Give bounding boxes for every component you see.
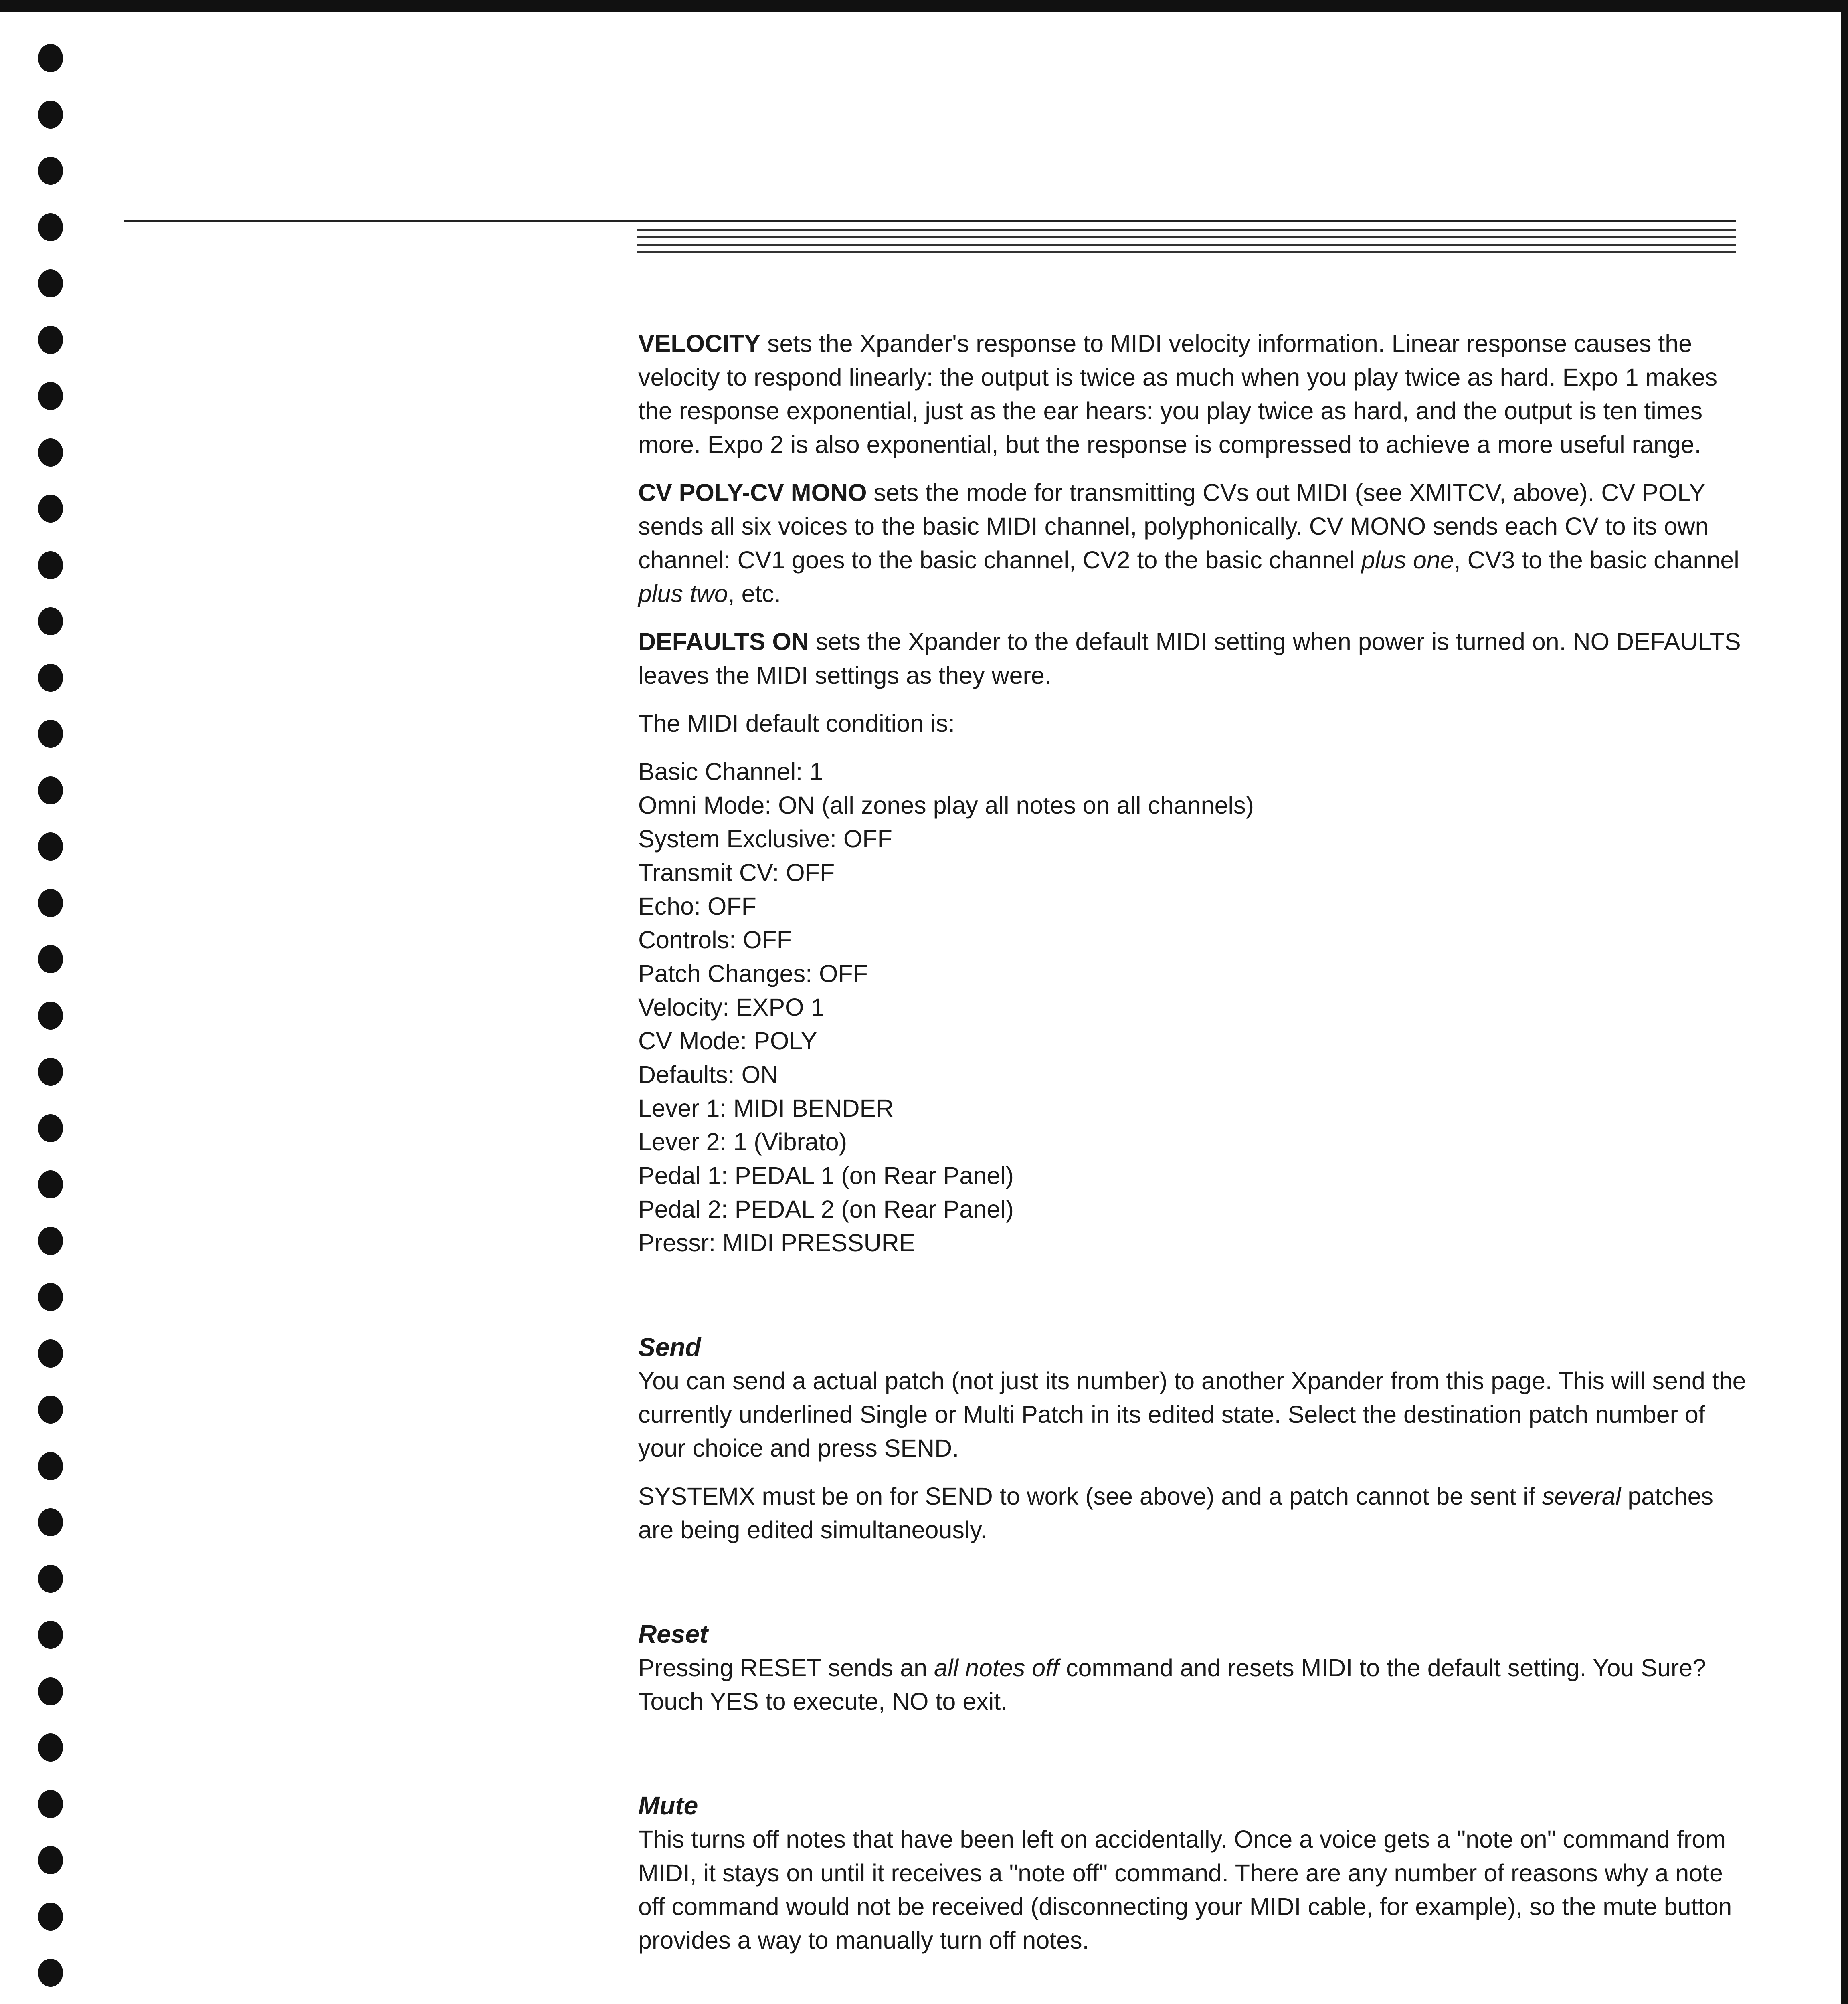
binder-hole (38, 720, 63, 748)
cv-mode-term: CV POLY-CV MONO (638, 479, 867, 506)
binder-hole (38, 945, 63, 973)
reset-text-b: command and resets MIDI to the default setting. You Sure? Touch YES to execute, NO to exit. (638, 1654, 1706, 1715)
default-setting-item: Defaults: ON (638, 1061, 778, 1088)
binder-hole (38, 1114, 63, 1142)
binder-hole (38, 889, 63, 917)
binder-hole (38, 776, 63, 804)
default-setting-item: Lever 1: MIDI BENDER (638, 1095, 894, 1122)
cv-mode-text-c: , etc. (728, 580, 781, 607)
send-paragraph-2 (638, 1479, 1749, 1547)
binder-hole (38, 1565, 63, 1593)
binder-hole (38, 832, 63, 861)
binder-hole (38, 1002, 63, 1030)
default-setting-item: Patch Changes: OFF (638, 960, 868, 987)
binder-hole (38, 213, 63, 241)
page-content (638, 327, 1749, 2004)
binder-hole (38, 495, 63, 523)
cv-mode-text-b: , CV3 to the basic channel (1454, 546, 1739, 574)
reset-text-a: Pressing RESET sends an (638, 1654, 934, 1681)
defaults-term: DEFAULTS ON (638, 628, 809, 655)
binder-hole (38, 1903, 63, 1931)
binder-hole (38, 551, 63, 579)
default-setting-item: Pressr: MIDI PRESSURE (638, 1229, 916, 1257)
default-setting-item: Transmit CV: OFF (638, 859, 835, 886)
mute-heading: Mute (638, 1791, 698, 1820)
velocity-paragraph (638, 327, 1749, 461)
binder-hole (38, 607, 63, 635)
default-setting-item: Lever 2: 1 (Vibrato) (638, 1128, 847, 1156)
binder-hole (38, 1227, 63, 1255)
scan-top-edge (0, 0, 1848, 12)
default-setting-item: Controls: OFF (638, 926, 792, 954)
binder-hole (38, 1959, 63, 1987)
send-paragraph-1: You can send a actual patch (not just its number) to another Xpander from this page. This will send the currently underlined Single or Multi Patch in its edited state. Select the destination patch number of your choice and press SEND. (638, 1367, 1746, 1462)
binder-hole (38, 1733, 63, 1762)
binder-hole (38, 326, 63, 354)
header-rule (124, 220, 1736, 222)
default-intro: The MIDI default condition is: (638, 710, 955, 737)
binder-hole (38, 1790, 63, 1818)
binder-hole (38, 44, 63, 72)
binder-hole (38, 664, 63, 692)
binder-hole (38, 1846, 63, 1874)
binder-hole (38, 1677, 63, 1705)
velocity-text: sets the Xpander's response to MIDI velocity information. Linear response causes the velocity to respond linearly: the output is twice as much when you play twice as hard. Expo 1 makes the response exponential, just as the ear hears: you play twice as hard, and the output is ten times more. Expo 2 is also exponential, but the response is compressed to achieve a more useful range. (638, 330, 1718, 458)
binder-hole (38, 1508, 63, 1536)
binder-hole (38, 1621, 63, 1649)
defaults-text: sets the Xpander to the default MIDI setting when power is turned on. NO DEFAULTS leaves the MIDI settings as they were. (638, 628, 1741, 689)
binder-hole (38, 438, 63, 467)
default-setting-item: Pedal 2: PEDAL 2 (on Rear Panel) (638, 1196, 1014, 1223)
binder-hole (38, 101, 63, 129)
cv-mode-paragraph (638, 476, 1749, 610)
header-bars (637, 229, 1736, 258)
cv-mode-italic-b: plus two (638, 580, 728, 607)
default-setting-item: CV Mode: POLY (638, 1027, 817, 1055)
send-text-b: patches are being edited simultaneously. (638, 1483, 1714, 1543)
cv-mode-text-a: sets the mode for transmitting CVs out MIDI (see XMITCV, above). CV POLY sends all six voices to the basic MIDI channel, polyphonically. CV MONO sends each CV to its own channel: CV1 goes to the basic channel, CV2 to the basic channel (638, 479, 1709, 574)
binder-hole (38, 1283, 63, 1311)
binder-hole (38, 1058, 63, 1086)
default-setting-item: System Exclusive: OFF (638, 825, 892, 853)
send-text-a: SYSTEMX must be on for SEND to work (see above) and a patch cannot be sent if (638, 1483, 1542, 1510)
binder-holes (38, 0, 70, 2004)
default-settings-list (638, 755, 1749, 1260)
default-setting-item: Velocity: EXPO 1 (638, 994, 825, 1021)
binder-hole (38, 269, 63, 297)
scan-right-edge (1841, 0, 1848, 2004)
default-setting-item: Basic Channel: 1 (638, 758, 823, 785)
binder-hole (38, 1170, 63, 1198)
binder-hole (38, 1396, 63, 1424)
binder-hole (38, 157, 63, 185)
send-italic: several (1542, 1483, 1621, 1510)
binder-hole (38, 1339, 63, 1368)
send-heading: Send (638, 1333, 701, 1362)
binder-hole (38, 1452, 63, 1480)
reset-paragraph (638, 1651, 1749, 1718)
mute-paragraph: This turns off notes that have been left on accidentally. Once a voice gets a "note on" command from MIDI, it stays on until it receives a "note off" command. There are any number of reasons why a note off command would not be received (disconnecting your MIDI cable, for example), so the mute button provides a way to manually turn off notes. (638, 1826, 1732, 1954)
reset-heading: Reset (638, 1620, 708, 1648)
binder-hole (38, 382, 63, 410)
defaults-paragraph (638, 625, 1749, 692)
cv-mode-italic-a: plus one (1361, 546, 1454, 574)
velocity-term: VELOCITY (638, 330, 761, 357)
default-setting-item: Omni Mode: ON (all zones play all notes on all channels) (638, 792, 1254, 819)
default-setting-item: Pedal 1: PEDAL 1 (on Rear Panel) (638, 1162, 1014, 1189)
default-setting-item: Echo: OFF (638, 893, 756, 920)
reset-italic: all notes off (934, 1654, 1059, 1681)
